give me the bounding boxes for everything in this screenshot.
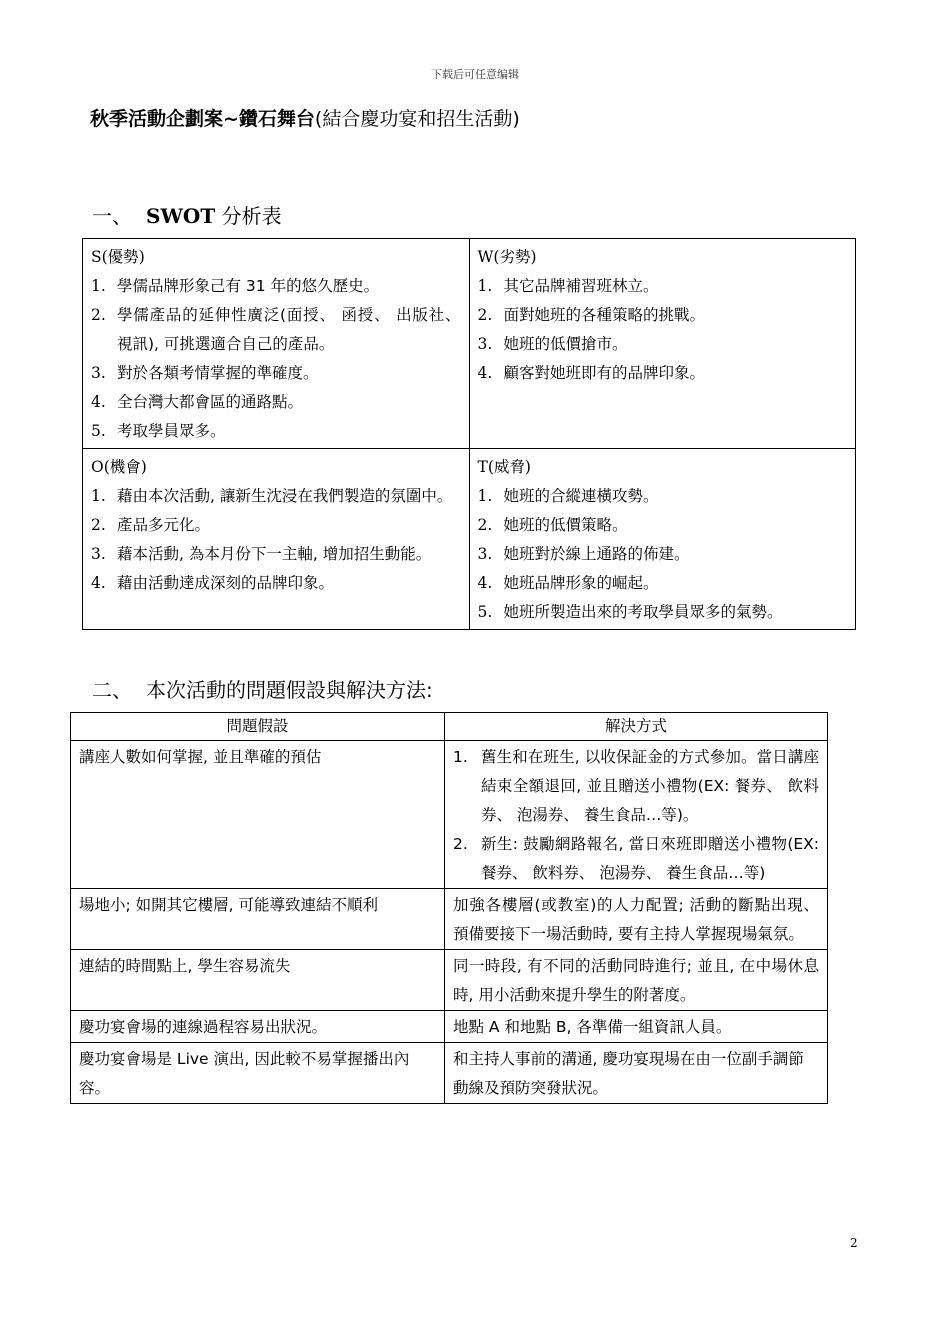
list-item: 1. 她班的合縱連橫攻勢。 bbox=[477, 487, 659, 505]
solution-cell: 同一時段, 有不同的活動同時進行; 並且, 在中場休息時, 用小活動來提升學生的附著度。 bbox=[445, 950, 828, 1011]
solutions-table bbox=[70, 712, 828, 1104]
table-row bbox=[71, 950, 828, 1011]
swot-cell-title: O(機會) bbox=[91, 458, 147, 476]
list-item: 3. 藉本活動, 為本月份下一主軸, 增加招生動能。 bbox=[91, 545, 432, 563]
table-row bbox=[71, 1011, 828, 1043]
section-heading-solutions bbox=[92, 674, 433, 703]
page-number: 2 bbox=[850, 1236, 858, 1250]
table-row bbox=[71, 1043, 828, 1104]
swot-table bbox=[82, 238, 856, 630]
strengths-list bbox=[91, 272, 461, 446]
list-item: 1. 藉由本次活動, 讓新生沈浸在我們製造的氛圍中。 bbox=[91, 487, 453, 505]
solution-cell bbox=[445, 741, 828, 889]
solution-cell: 和主持人事前的溝通, 慶功宴現場在由一位副手調節動線及預防突發狀況。 bbox=[445, 1043, 828, 1104]
list-item: 2. 新生: 鼓勵網路報名, 當日來班即贈送小禮物(EX: 餐券、 飲料券、 泡湯券、 養生食品…等) bbox=[453, 835, 819, 882]
section-heading-text: 分析表 bbox=[215, 204, 282, 228]
list-item: 5. 她班所製造出來的考取學員眾多的氣勢。 bbox=[477, 603, 783, 621]
header-note: 下载后可任意编辑 bbox=[431, 68, 519, 81]
problem-cell: 講座人數如何掌握, 並且準確的預估 bbox=[71, 741, 445, 889]
problem-cell: 連結的時間點上, 學生容易流失 bbox=[71, 950, 445, 1011]
list-item: 3. 對於各類考情掌握的準確度。 bbox=[91, 364, 319, 382]
list-item: 4. 全台灣大都會區的通路點。 bbox=[91, 393, 304, 411]
column-header-solution: 解決方式 bbox=[445, 713, 828, 741]
swot-cell-weaknesses bbox=[469, 239, 856, 449]
section-number: 二、 bbox=[92, 678, 132, 702]
list-item: 2. 面對她班的各種策略的挑戰。 bbox=[477, 306, 706, 324]
solution-cell: 加強各樓層(或教室)的人力配置; 活動的斷點出現、 預備要接下一場活動時, 要有主持人掌握現場氣氛。 bbox=[445, 889, 828, 950]
threats-list bbox=[478, 482, 848, 627]
weaknesses-list bbox=[478, 272, 848, 388]
swot-cell-title: W(劣勢) bbox=[477, 248, 537, 266]
list-item: 2. 產品多元化。 bbox=[91, 516, 211, 534]
section-heading-latin: SWOT bbox=[146, 204, 216, 228]
section-heading-swot bbox=[92, 200, 282, 229]
list-item: 2. 她班的低價策略。 bbox=[477, 516, 628, 534]
problem-cell: 慶功宴會場的連線過程容易出狀況。 bbox=[71, 1011, 445, 1043]
problem-cell: 慶功宴會場是 Live 演出, 因此較不易掌握播出內容。 bbox=[71, 1043, 445, 1104]
list-item: 1. 舊生和在班生, 以收保証金的方式參加。當日講座結束全額退回, 並且贈送小禮物(EX: 餐券、 飲料券、 泡湯券、 養生食品…等)。 bbox=[453, 748, 819, 824]
solution-list bbox=[453, 743, 819, 888]
list-item: 4. 顧客對她班即有的品牌印象。 bbox=[477, 364, 706, 382]
title-main: 秋季活動企劃案~鑽石舞台 bbox=[90, 108, 315, 130]
list-item: 3. 她班對於線上通路的佈建。 bbox=[477, 545, 690, 563]
problem-cell: 場地小; 如開其它樓層, 可能導致連結不順利 bbox=[71, 889, 445, 950]
list-item: 1. 其它品牌補習班林立。 bbox=[477, 277, 659, 295]
section-number: 一、 bbox=[92, 204, 132, 228]
list-item: 4. 她班品牌形象的崛起。 bbox=[477, 574, 659, 592]
list-item: 2. 學儒產品的延伸性廣泛(面授、 函授、 出版社、 視訊), 可挑選適合自己的產品。 bbox=[91, 306, 461, 353]
list-item: 3. 她班的低價搶市。 bbox=[477, 335, 628, 353]
solution-cell: 地點 A 和地點 B, 各準備一組資訊人員。 bbox=[445, 1011, 828, 1043]
title-subtitle: (結合慶功宴和招生活動) bbox=[314, 108, 520, 130]
page-title bbox=[90, 104, 520, 131]
swot-cell-opportunities bbox=[83, 449, 470, 630]
section-heading-text: 本次活動的問題假設與解決方法: bbox=[146, 678, 433, 702]
table-row bbox=[71, 741, 828, 889]
swot-cell-title: S(優勢) bbox=[91, 248, 145, 266]
swot-cell-strengths bbox=[83, 239, 470, 449]
opportunities-list bbox=[91, 482, 461, 598]
list-item: 4. 藉由活動達成深刻的品牌印象。 bbox=[91, 574, 335, 592]
table-row bbox=[71, 889, 828, 950]
swot-cell-threats bbox=[469, 449, 856, 630]
list-item: 1. 學儒品牌形象己有 31 年的悠久歷史。 bbox=[91, 277, 380, 295]
column-header-problem: 問題假設 bbox=[71, 713, 445, 741]
swot-cell-title: T(威脅) bbox=[477, 458, 531, 476]
list-item: 5. 考取學員眾多。 bbox=[91, 422, 226, 440]
